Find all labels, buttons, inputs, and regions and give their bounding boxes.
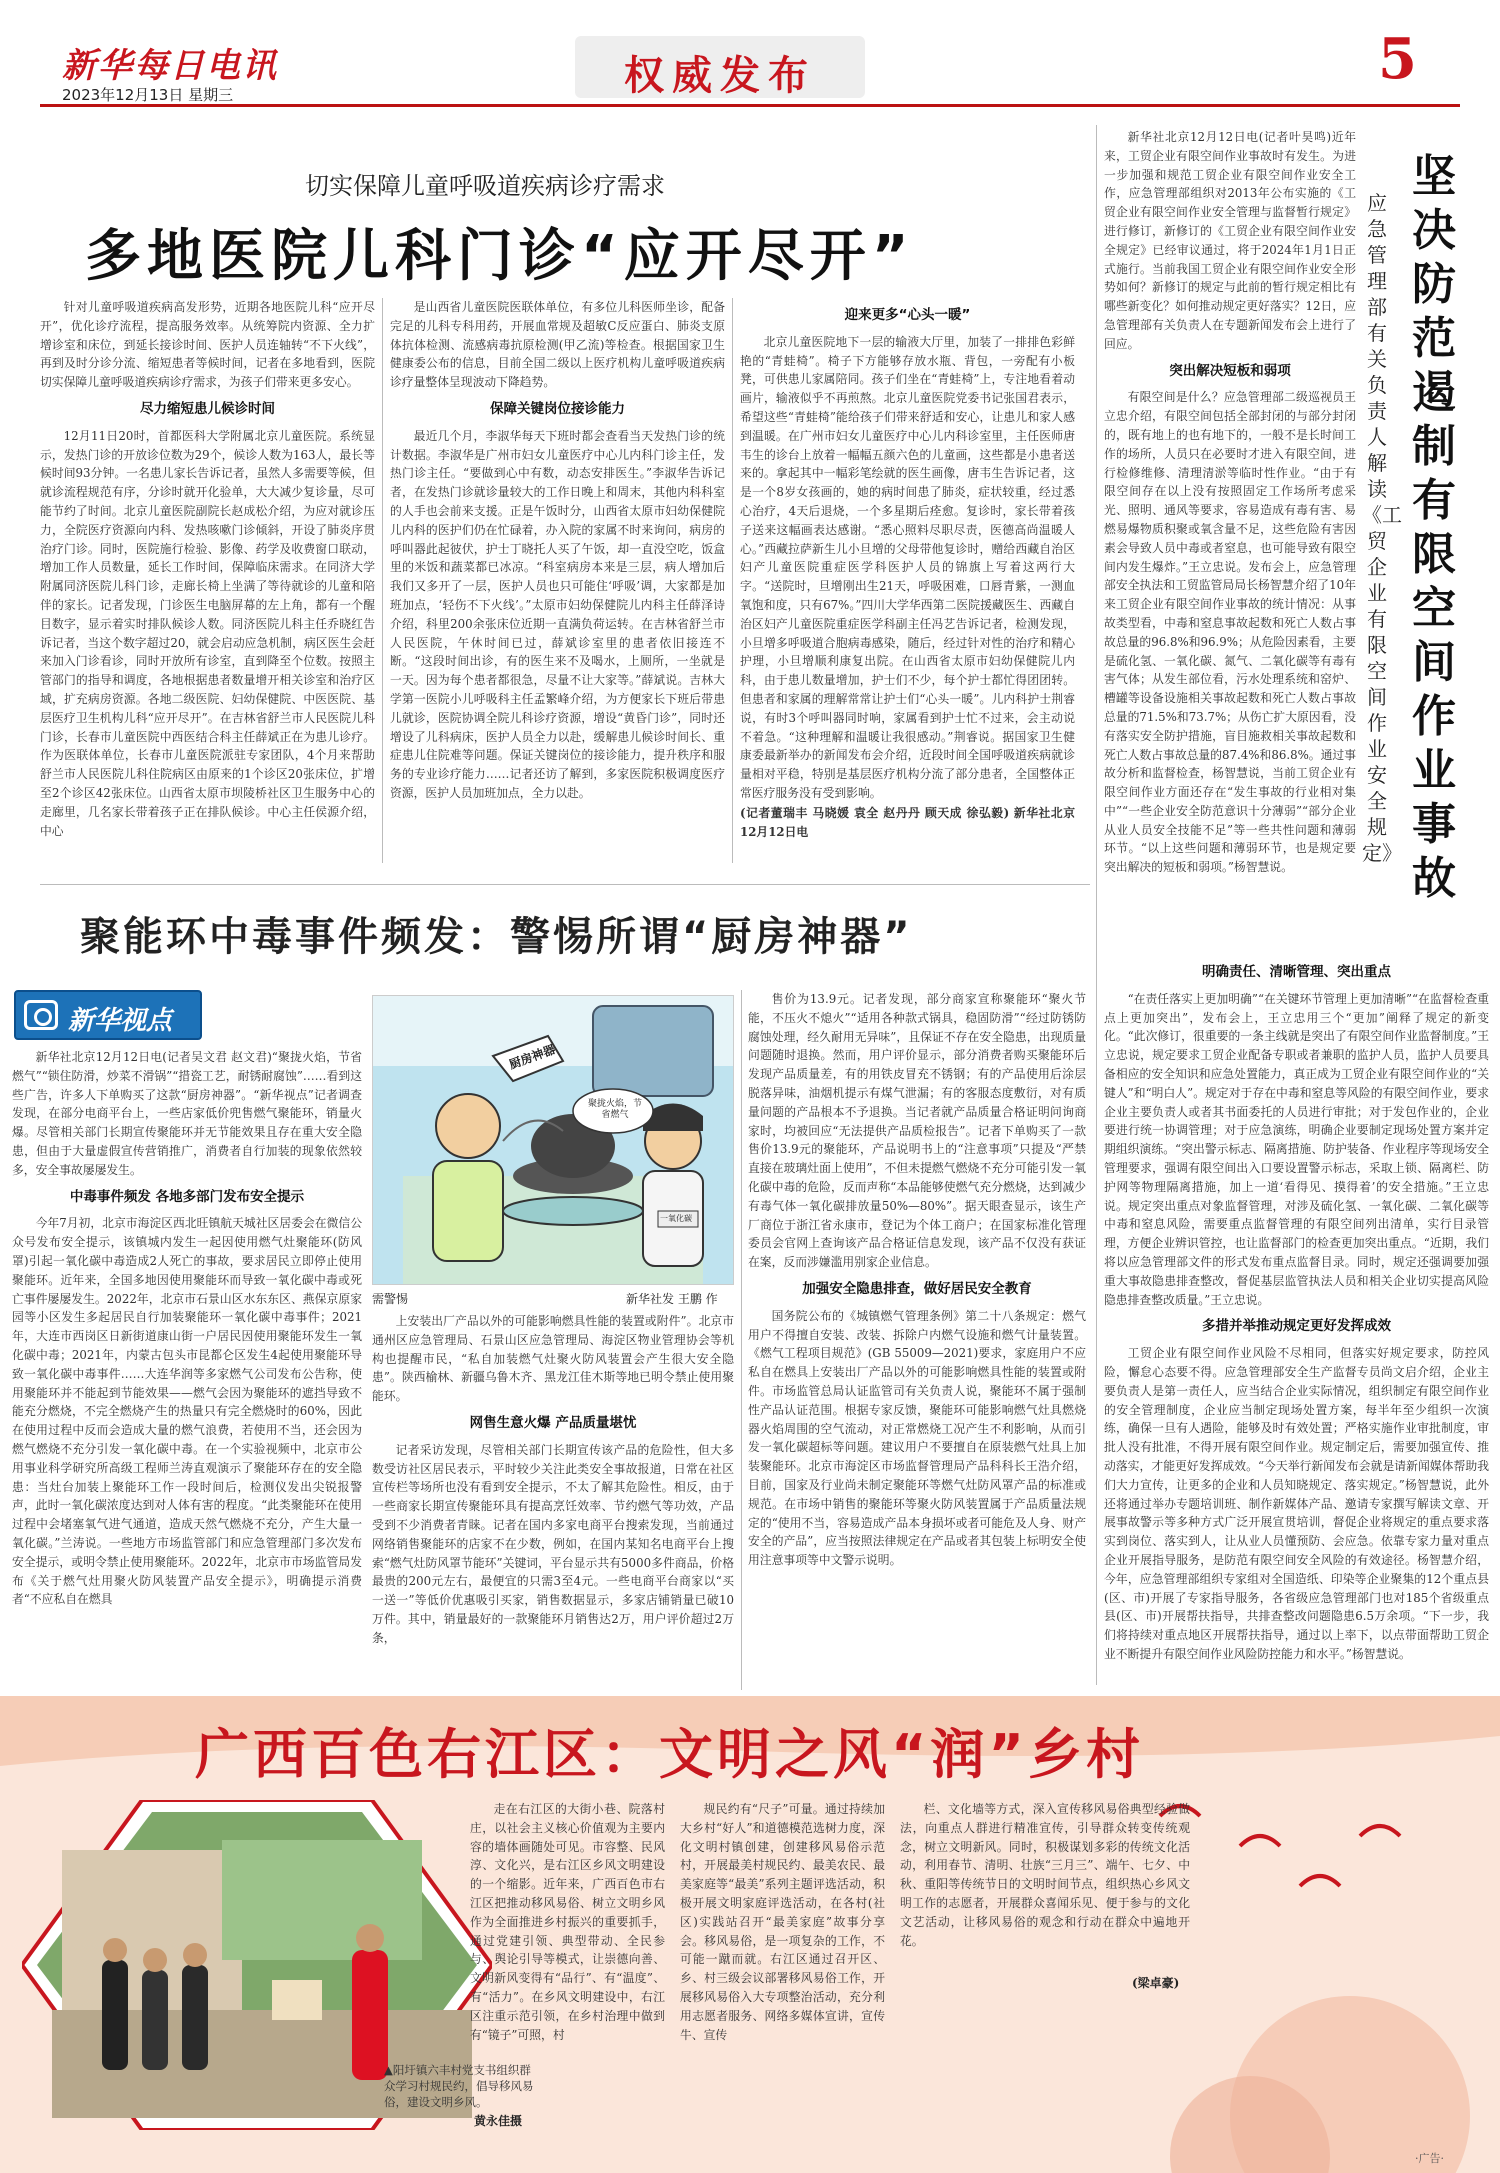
feature-column-3 [900, 1800, 1190, 1970]
feature-photo-credit: 黄永佳摄 [474, 2114, 523, 2128]
article3-subhead-2: 明确责任、清晰管理、突出重点 [1202, 964, 1391, 980]
article2-text-1: 今年7月初，北京市海淀区西北旺镇航天城社区居委会在微信公众号发布安全提示，该镇城内发生一起因使用燃气灶聚能环(防风罩)引起一氧化碳中毒造成2人死亡的事故，要求居民立即停止使用聚能环。近年来，全国多地因使用聚能环而导致一氧化碳中毒或死亡事件屡屡发生。2022年，北京市石景山区水东东区、燕保京原家园等小区发生多起居民自行加装聚能环一氧化碳中毒事件；2021年，大连市西岗区日新街道康山街一户居民因使用聚能环发生一氧化碳中毒；2021年，内蒙古包头市昆都仑区发生4起使用聚能环导致一氧化碳中毒事件……大连华润等多家燃气公司发布公告称，使用聚能环并不能起到节能效果——燃气会因为聚能环的遮挡导致不能充分燃烧，不完全燃烧产生的热量只有完全燃烧时的60%，因此在使用过程中反而会造成大量的燃气浪费，若使用不当，还会因为燃气燃烧不充分引发一氧化碳中毒。在一个实验视频中，北京市公用事业科学研究所高级工程师兰涛直观演示了聚能环存在的安全隐患：当灶台加装上聚能环工作一段时间后，检测仪发出尖锐报警声，此时一氧化碳浓度达到对人体有害的程度。“此类聚能环在使用过程中会堵塞氧气进气通道，造成天然气燃烧不充分，产生大量一氧化碳。”兰涛说。一些地方市场监管部门和应急管理部门多次发布安全提示，或明令禁止使用聚能环。2022年，北京市市场监管局发布《关于燃气灶用聚火防风装置产品安全提示》，明确提示消费者“不应私自在燃具 [12, 1216, 362, 1607]
article2-column-1 [12, 1048, 362, 1693]
article2-text-3: 售价为13.9元。记者发现，部分商家宣称聚能环“聚火节能，不压火不熄火”“适用各种款式锅具，稳固防滑”“经过防锈防腐蚀处理，经久耐用无异味”，且保证不存在安全隐患，出现质量问题随时退换。然而，用户评价显示，部分消费者购买聚能环后发现产品质量差，有的用铁皮冒充不锈钢；有的产品使用后涂层脱落异味，油烟机提示有煤气泄漏；有的客服态度敷衍，对有质量问题的产品根本不予退换。当记者就产品质量合格证明问询商家时，均被回应“无法提供产品质检报告”。记者下单购买了一款售价13.9元的聚能环，产品说明书上的“注意事项”只提及“严禁直接在玻璃灶面上使用”，不但未提燃气燃烧不充分可能引发一氧化碳中毒的危险，反而声称“本品能够使燃气充分燃烧，达到减少有毒气体一氧化碳排放量50%—80%”。据天眼查显示，该生产厂商位于浙江省永康市，登记为个体工商户；在国家标准化管理委员会官网上查询该产品合格证信息发现，该产品不仅没有获证在案，反而涉嫌滥用别家企业信息。 [748, 992, 1086, 1270]
article2-lead: 新华社北京12月12日电(记者吴文君 赵文君)“聚拢火焰，节省燃气”“锁住防滑，炒菜不滑锅”“措瓷工艺，耐锈耐腐蚀”……看到这些广告，许多人下单购买了这款“厨房神器”。“新华视点”记者调查发现，在部分电商平台上，一些店家低价兜售燃气聚能环，销量火爆。尽管相关部门长期宣传聚能环并无节能效果且存在重大安全隐患，但由于大量虚假宣传营销推广，消费者自行加装的现象依然较多，安全事故屡屡发生。 [12, 1050, 362, 1177]
feature-text-2: 规民约有“尺子”可量。通过持续加大乡村“好人”和道德模范选树力度，深化文明村镇创建，创建移风易俗示范村，开展最美村规民约、最美农民、最美家庭等“最美”系列主题评选活动，积极开展文明家庭评选活动，在各村(社区)实践站召开“最美家庭”故事分享会。移风易俗，是一项复杂的工作，不可能一蹴而就。右江区通过召开区、乡、村三级会议部署移风易俗工作，开展移风易俗入大专项整治活动，充分利用志愿者服务、网络多媒体宣讲，宣传牛、宣传 [680, 1802, 885, 2042]
article2-column-2 [372, 1312, 734, 1692]
article3-text-2: “在责任落实上更加明确”“在关键环节管理上更加清晰”“在监督检查重点上更加突出”，发布会上，王立忠用三个“更加”阐释了规定的新变化。“此次修订，很重要的一条主线就是突出了有限空间作业监督制度。”王立忠说，规定要求工贸企业配备专职或者兼职的监护人员，监护人员要具备相应的安全知识和应急处置能力，真正成为工贸企业有限空间作业的“关键人”和“明白人”。规定对于存在中毒和窒息等风险的有限空间作业，要求企业主要负责人或者其书面委托的人员进行审批；对于发包作业的，企业要进行统一协调管理；对于应急演练，明确企业要制定现场处置方案并定期组织演练。“突出警示标志、隔离措施、防护装备、作业程序等现场安全管理要求，强调有限空间出入口要设置警示标志，采取上锁、隔离栏、防护网等物理隔离措施，加上一道‘看得见、摸得着’的安全措施。”王立忠说。规定突出重点对象监督管理，对涉及硫化氢、一氧化碳、二氧化碳等中毒和窒息风险，需要重点监督管理的有限空间列出清单，实行目录管理，方便企业辨识管控，也让监督部门的检查更加突出重点。“近期，我们将以应急管理部文件的形式发布重点监督目录。同时，规定还强调要加强重大事故隐患排查整改，督促基层监管执法人员和相关企业切实提高风险隐患排查整改质量。”王立忠说。 [1104, 991, 1489, 1307]
article3-subtitle: 应急管理部有关负责人解读《工贸企业有限空间作业安全规定》 [1362, 191, 1402, 865]
article3-lead: 新华社北京12月12日电(记者叶昊鸣)近年来，工贸企业有限空间作业事故时有发生。为进一步加强和规范工贸企业有限空间作业安全工作，应急管理部组织对2013年公布实施的《工贸企业有限空间作业安全管理与监督暂行规定》进行修订，新修订的《工贸企业有限空间作业安全规定》已经审议通过，将于2024年1月1日正式施行。当前我国工贸企业有限空间作业安全形势如何？新修订的规定与此前的暂行规定相比有哪些新变化？如何推动规定更好落实？12日，应急管理部有关负责人在专题新闻发布会上进行了回应。 [1104, 130, 1356, 351]
cartoon-speech-bubble: 聚拢火焰，节省燃气 [587, 1099, 642, 1120]
feature-title: 广西百色右江区：文明之风“润”乡村 [195, 1723, 1144, 1786]
article3-column-1 [1104, 128, 1356, 948]
article1-text-2b: 最近几个月，李淑华每天下班时都会查看当天发热门诊的统计数据。李淑华是广州市妇女儿童医疗中心儿内科门诊主任，发热门诊主任。“要做到心中有数，动态安排医生。”李淑华告诉记者，在发热门诊就诊量较大的工作日晚上和周末，其他内科科室的人手也会前来支援。正是午饭时分，山西省太原市妇幼保健院儿内科的医护们仍在忙碌着，办入院的家属不时来询问，病房的呼叫器此起彼伏，护士丁晓托人买了午饭，却一直没空吃，饭盒里的米饭和蔬菜都已冰凉。“科室病房本来是三层，病人增加后我们又多开了一层，医护人员也只可能住‘呼吸’调，大家都是加班加点，‘轻伤不下火线’。”太原市妇幼保健院儿内科主任薛泽诗介绍，科里200余张床位近期一直满负荷运转。在吉林省舒兰市人民医院，午休时间已过，薛斌诊室里的患者依旧接连不断。“这段时间出诊，有的医生来不及喝水，上厕所，一坐就是一天。因为每个患者都很急，尽量不让大家等。”薛斌说。吉林大学第一医院小儿呼吸科主任孟繁峰介绍，为方便家长下班后带患儿就诊，医院协调全院儿科诊疗资源，增设“黄昏门诊”，同时还增设了儿科病床，医护人员全力以赴，缓解患儿候诊时间长、重症患儿住院难等问题。保证关键岗位的接诊能力，提升秩序和服务的专业诊疗能力……记者还访了解到，多家医院积极调度医疗资源，医护人员加班加点，全力以赴。 [390, 428, 725, 800]
issue-date: 2023年12月13日 星期三 [62, 86, 234, 104]
article2-text-4: 国务院公布的《城镇燃气管理条例》第二十八条规定：燃气用户不得擅自安装、改装、拆除户内燃气设施和燃气计量装置。《燃气工程项目规范》(GB 55009—2021)要求，家庭用户不应私自在燃具上安装出厂产品以外的可能影响燃具性能的装置或附件。市场监管总局认证监管司有关负责人说，聚能环不属于强制性产品认证范围。根据专家反馈，聚能环可能影响燃气灶具燃烧器火焰周围的空气流动，对正常燃烧工况产生不利影响，从而引发一氧化碳超标等问题。建议用户不要擅自在原装燃气灶具上加装聚能环。北京市海淀区市场监督管理局产品科科长王浩介绍，目前，国家及行业尚未制定聚能环等燃气灶防风罩产品的标准或规范。在市场中销售的聚能环等聚火防风装置属于产品质量法规定的“使用不当，容易造成产品本身损坏或者可能危及人身、财产安全的产品”，应当按照法律规定在产品或者其包装上标明安全使用注意事项等中文警示说明。 [748, 1308, 1086, 1568]
article2-title: 聚能环中毒事件频发：警惕所谓“厨房神器” [80, 914, 913, 960]
advertisement-label: ·广告· [1415, 2152, 1444, 2165]
article1-text-2a: 是山西省儿童医院医联体单位，有多位儿科医师坐诊，配备完足的儿科专科用药，开展血常规及超敏C反应蛋白、肺炎支原体抗体检测、流感病毒抗原检测(甲乙流)等检查。根据国家卫生健康委公布的信息，目前全国二级以上医疗机构儿童呼吸道疾病诊疗量整体呈现波动下降趋势。 [390, 300, 725, 390]
article1-column-3 [740, 298, 1075, 878]
xinhua-viewpoint-logo [14, 990, 202, 1040]
article2-text-2: 上安装出厂产品以外的可能影响燃具性能的装置或附件”。北京市通州区应急管理局、石景山区应急管理局、海淀区物业管理协会等机构也提醒市民，“私自加装燃气灶聚火防风装置会产生很大安全隐患”。陕西榆林、新疆乌鲁木齐、黑龙江佳木斯等地已明令禁止使用聚能环。 [372, 1314, 734, 1404]
feature-author: (梁卓豪) [1132, 1976, 1180, 1990]
feature-text-3: 栏、文化墙等方式，深入宣传移风易俗典型经验做法，向重点人群进行精准宣传，引导群众转变传统观念，树立文明新风。同时，积极谋划多彩的传统文化活动，利用春节、清明、壮族“三月三”、端午、七夕、中秋、重阳等传统节日的文明时间节点，组织热心乡风文明工作的志愿者，开展群众喜闻乐见、便于参与的文化文艺活动，让移风易俗的观念和行动在群众中遍地开花。 [900, 1802, 1190, 1948]
cartoon-illustration [372, 995, 734, 1285]
article2-subhead-2: 网售生意火爆 产品质量堪忧 [469, 1414, 637, 1431]
cartoon-caption: 需警惕 [372, 1292, 409, 1306]
page-number: 5 [1378, 26, 1417, 92]
article1-text-3: 北京儿童医院地下一层的输液大厅里，加装了一排排色彩鲜艳的“青蛙椅”。椅子下方能够存放水瓶、背包，一旁配有小板凳，可供患儿家属陪同。孩子们坐在“青蛙椅”上，专注地看着动画片，输液似乎不再煎熬。北京儿童医院党委书记张国君表示，希望这些“青蛙椅”能给孩子们带来舒适和安心，让患儿和家人感到温暖。在广州市妇女儿童医疗中心儿内科诊室里，主任医师唐韦生的诊台上放着一幅幅五颜六色的儿童画，这些都是小患者送来的。拿起其中一幅彩笔绘就的医生画像，唐韦生告诉记者，这是一个8岁女孩画的，她的病时间患了肺炎，症状较重，经过悉心治疗，4天后退烧，一个多星期后痊愈。复诊时，家长带着孩子送来这幅画表达感谢。“悉心照料尽职尽责，医德高尚温暖人心。”西藏拉萨新生儿小旦增的父母带他复诊时，赠给西藏自治区妇产儿童医院重症医学科医护人员的锦旗上写着这两行大字。“送院时，旦增刚出生21天，呼吸困难，口唇青紫，一测血氧饱和度，只有67%。”四川大学华西第二医院援藏医生、西藏自治区妇产儿童医院重症医学科副主任冯艺告诉记者，检测发现，小旦增多呼吸道合胞病毒感染，随后，经过针对性的治疗和精心护理，小旦增顺利康复出院。在山西省太原市妇幼保健院儿内科，由于患儿数量增加，护士们不少，每个护士都忙得团团转。但患者和家属的理解常常让护士们“心头一暖”。儿内科护士荆睿说，有时3个呼叫器同时响，家属看到护士忙不过来，会主动说不着急。“这种理解和温暖让我很感动。”荆睿说。据国家卫生健康委最新举办的新闻发布会介绍，近段时间全国呼吸道疾病就诊量相对平稳，特别是基层医疗机构分流了部分患者，全国整体正常医疗服务没有受到影响。 [740, 334, 1075, 800]
section-title: 权威发布 [624, 53, 816, 99]
cartoon-label: 一氧化碳 [660, 1214, 692, 1223]
article3-subhead-1: 突出解决短板和弱项 [1169, 362, 1291, 379]
article1-kicker: 切实保障儿童呼吸道疾病诊疗需求 [305, 172, 665, 200]
article3-column-2 [1104, 955, 1489, 1690]
article1-subhead-3: 迎来更多“心头一暖” [844, 307, 971, 323]
section-banner [575, 36, 865, 98]
article2-text-2b: 记者采访发现，尽管相关部门长期宣传该产品的危险性，但大多数受访社区居民表示，平时较少关注此类安全事故报道，日常在社区宣传栏等场所也没有看到安全提示，不太了解其危险性。相反，由于一些商家长期宣传聚能环具有提高烹饪效率、节约燃气等功效，产品受到不少消费者青睐。记者在国内多家电商平台搜索发现，当前通过网络销售聚能环的店家不在少数，例如，在国内某知名电商平台上搜索“燃气灶防风罩节能环”关键词，平台显示共有5000多件商品，价格最贵的200元左右，最便宜的只需3至4元。一些电商平台商家以“买一送一”等低价优惠吸引买家，销售数据显示，多家店铺销量已破10万件。其中，销量最好的一款聚能环月销售达2万，用户评价超过2万条， [372, 1442, 734, 1645]
article3-title: 坚决防范遏制有限空间作业事故 [1412, 151, 1456, 904]
feature-photo-caption: ▲阳圩镇六丰村党支书组织群众学习村规民约，倡导移风易俗，建设文明乡风。 [384, 2063, 534, 2109]
article3-text-1: 有限空间是什么？应急管理部二级巡视员王立忠介绍，有限空间包括全部封闭的与部分封闭的，既有地上的也有地下的，一般不是长时间工作的场所，人员只在必要时才进入有限空间，进行检修维修、清理清淤等临时性作业。“由于有限空间存在以上没有按照固定工作场所考虑采光、照明、通风等要求，容易造成有毒有害、易燃易爆物质积聚或氧含量不足，这些危险有害因素会导致人员中毒或者窒息，也可能导致有限空间内发生爆炸。”王立忠说。发布会上，应急管理部安全执法和工贸监管局局长杨智慧介绍了10年来工贸企业有限空间作业事故的统计情况：从事故类型看，中毒和窒息事故起数和死亡人数占事故总量的96.8%和96.9%；从危险因素看，主要是硫化氢、一氧化碳、氮气、二氧化碳等有毒有害气体；从发生部位看，污水处理系统和窑炉、槽罐等设备设施相关事故起数和死亡人数占事故总量的71.5%和73.7%；从伤亡扩大原因看，没有落实安全防护措施，盲目施救相关事故起数和死亡人数占事故总量的87.4%和86.8%。通过事故分析和监督检查，杨智慧说，当前工贸企业有限空间作业方面还存在“发生事故的行业相对集中”“一些企业安全防范意识十分薄弱”“部分企业从业人员安全技能不足”等一些共性问题和薄弱环节。“以上这些问题和薄弱环节，也是规定要突出解决的短板和弱项。”杨智慧说。 [1104, 390, 1356, 875]
cartoon-graphic [373, 996, 734, 1285]
article3-text-3: 工贸企业有限空间作业风险不尽相同，但落实好规定要求，防控风险，懈怠心态要不得。应急管理部安全生产监督专员尚文启介绍，企业主要负责人是第一责任人，应当结合企业实际情况，组织制定有限空间作业的安全管理制度，企业应当制定现场处置方案，每半年至少组织一次演练，确保一旦有人遇险，能够及时有效处置；严格实施作业审批制度，审批人没有批准，不得开展有限空间作业。规定制定后，需要加强宣传、推动落实，才能更好发挥成效。“今天举行新闻发布会就是请新闻媒体帮助我们大力宣传，让更多的企业和人员知晓规定、落实规定。”杨智慧说，此外还将通过举办专题培训班、制作新媒体产品、邀请专家撰写解读文章、开展事故警示等多种方式广泛开展宣贯培训，督促企业将规定的重点要求落实到岗位、落实到人，让从业人员懂预防、会应急。依靠专家力量对重点企业开展指导服务，是防范有限空间安全风险的有效途径。杨智慧介绍，今年，应急管理部组织专家组对全国造纸、印染等企业聚集的12个重点县(区、市)开展了专家指导服务，各省级应急管理部门也对185个省级重点县(区、市)开展帮扶指导，共排查整改问题隐患6.5万余项。“下一步，我们将持续对重点地区开展帮扶指导，通过以上率下，以点带面帮助工贸企业不断提升有限空间作业风险防控能力和水平。”杨智慧说。 [1104, 1346, 1489, 1661]
article1-subhead-1: 尽力缩短患儿候诊时间 [140, 400, 275, 417]
article1-byline: (记者董瑞丰 马晓媛 袁全 赵丹丹 顾天成 徐弘毅) 新华社北京12月12日电 [740, 805, 1075, 839]
xinhua-viewpoint-label: 新华视点 [68, 1006, 173, 1036]
cartoon-credit: 新华社发 王鹏 作 [626, 1292, 718, 1306]
feature-text-1: 走在右江区的大街小巷、院落村庄，以社会主义核心价值观为主要内容的墙体画随处可见。市容整、民风淳、文化兴，是右江区乡风文明建设的一个缩影。近年来，广西百色市右江区把推动移风易俗、树立文明乡风作为全面推进乡村振兴的重要抓手，通过党建引领、典型带动、全民参与、舆论引导等模式，让崇德向善、文明新风变得有“品行”、有“温度”、有“活力”。在乡风文明建设中，右江区注重示范引领，在乡村治理中做到有“镜子”可照，村 [470, 1802, 665, 2042]
column-divider [741, 990, 742, 1690]
article1-column-2 [390, 298, 725, 878]
article1-intro: 针对儿童呼吸道疾病高发形势，近期各地医院儿科“应开尽开”，优化诊疗流程，提高服务效率。从统筹院内资源、全力扩增诊室和床位，到延长接诊时间、医护人员连轴转“不下火线”，再到及时分诊分流、缩短患者等候时间，记者在多地看到，医院切实保障儿童呼吸道疾病诊疗需求，为孩子们带来更多安心。 [40, 300, 375, 390]
feature-column-2 [680, 1800, 885, 2100]
article1-title: 多地医院儿科门诊“应开尽开” [85, 224, 915, 289]
article2-subhead-3: 加强安全隐患排查，做好居民安全教育 [802, 1280, 1032, 1297]
article3-subhead-3: 多措并举推动规定更好发挥成效 [1202, 1318, 1391, 1335]
masthead [0, 0, 1500, 110]
article1-subhead-2: 保障关键岗位接诊能力 [490, 400, 625, 417]
column-divider [732, 298, 733, 863]
article-divider [40, 884, 1090, 885]
cartoon-sign: 厨房神器 [507, 1042, 558, 1072]
column-divider [382, 298, 383, 863]
feature-column-1 [470, 1800, 665, 2100]
camera-icon [24, 1000, 58, 1030]
article1-column-1 [40, 298, 375, 878]
article2-subhead-1: 中毒事件频发 各地多部门发布安全提示 [69, 1188, 305, 1205]
article1-text-1: 12月11日20时，首都医科大学附属北京儿童医院。系统显示，发热门诊的开放诊位数为29个，候诊人数为163人，最长等候时间93分钟。一名患儿家长告诉记者，虽然人多需要等候，但就诊流程规范有序，分诊时就开化验单，大大减少复诊量，尽可能节约了时间。北京儿童医院副院长赵成松介绍，为应对就诊压力，全院医疗资源向内科、发热咳嗽门诊倾斜，开设了肺炎序贯治疗门诊。同时，医院施行检验、影像、药学及收费窗口联动，增加工作人员数量，延长工作时间，保障临床需求。在同济大学附属同济医院儿科门诊，走廊长椅上坐满了等待就诊的儿童和陪伴的家长。记者发现，门诊医生电脑屏幕的左上角，都有一个醒目数字，显示着实时排队候诊人数。同济医院儿科主任乔晓红告诉记者，当这个数字超过20，就会启动应急机制，病区医生会赶来加入门诊看诊，同时开放所有诊室，直到降至个位数。按照主管部门的指导和调度，各地根据患者数量增开相关诊室和治疗区域，扩充病房资源。各地二级医院、妇幼保健院、中医医院、基层医疗卫生机构儿科“应开尽开”。在吉林省舒兰市人民医院儿科门诊，长春市儿童医院中西医结合科主任薛斌正在为患儿诊疗。作为医联体单位，长春市儿童医院派驻专家团队，4个月来帮助舒兰市人民医院儿科住院病区由原来的1个诊区20张床位，扩增至2个诊区42张床位。山西省太原市坝陵桥社区卫生服务中心的走廊里，几名家长带着孩子正在排队候诊。中心主任侯源介绍，中心 [40, 428, 375, 838]
newspaper-logo: 新华每日电讯 [62, 46, 278, 86]
column-divider [1096, 125, 1097, 1685]
article2-column-3 [748, 990, 1086, 1690]
header-rule [40, 104, 1460, 107]
